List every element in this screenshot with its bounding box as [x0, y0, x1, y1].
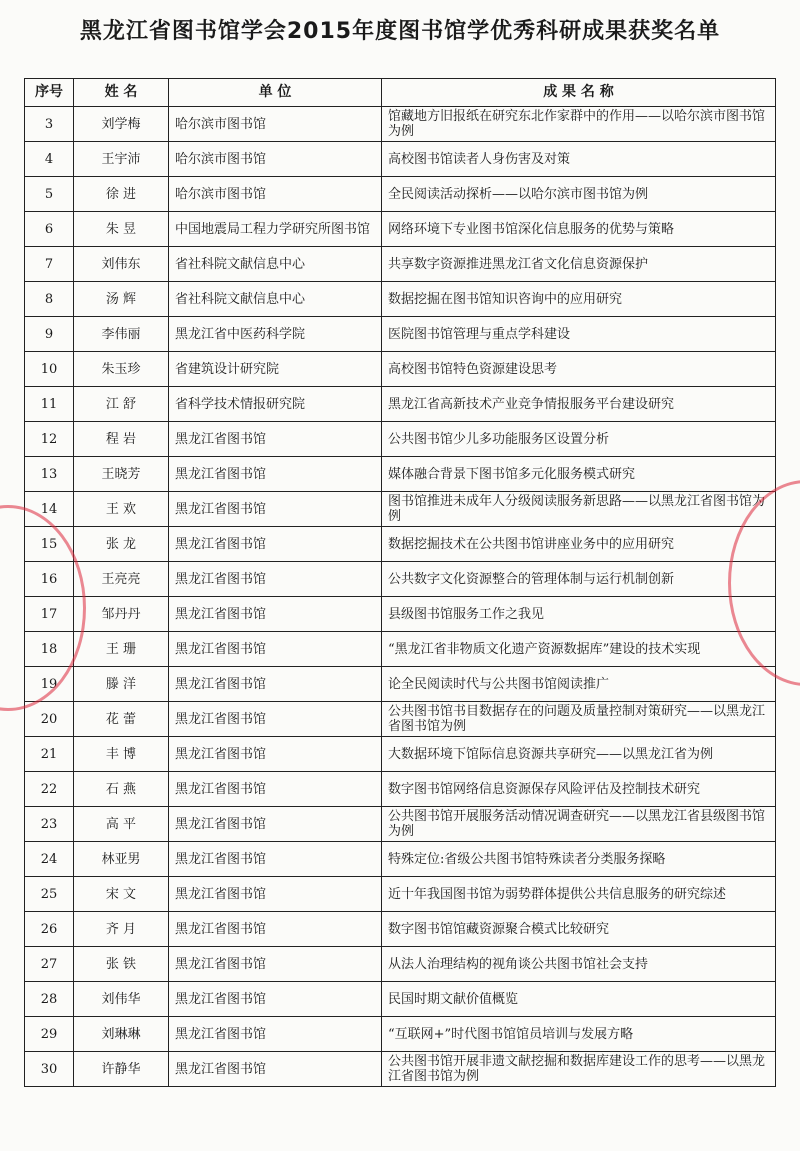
- cell-unit: 黑龙江省图书馆: [169, 492, 382, 527]
- table-row: [25, 667, 776, 702]
- cell-result: 论全民阅读时代与公共图书馆阅读推广: [382, 667, 776, 702]
- cell-name: 高 平: [74, 807, 169, 842]
- cell-unit: 黑龙江省图书馆: [169, 527, 382, 562]
- cell-number: 19: [25, 667, 74, 702]
- cell-number: 10: [25, 352, 74, 387]
- table-row: [25, 947, 776, 982]
- cell-result: 公共图书馆书目数据存在的问题及质量控制对策研究——以黑龙江省图书馆为例: [382, 702, 776, 737]
- cell-result: 网络环境下专业图书馆深化信息服务的优势与策略: [382, 212, 776, 247]
- cell-number: 24: [25, 842, 74, 877]
- table-row: [25, 387, 776, 422]
- cell-unit: 黑龙江省图书馆: [169, 702, 382, 737]
- header-name: 姓 名: [74, 79, 169, 107]
- cell-result: 公共图书馆开展服务活动情况调查研究——以黑龙江省县级图书馆为例: [382, 807, 776, 842]
- cell-unit: 黑龙江省图书馆: [169, 667, 382, 702]
- table-row: [25, 912, 776, 947]
- cell-name: 刘伟华: [74, 982, 169, 1017]
- award-table: [24, 78, 776, 1087]
- cell-number: 26: [25, 912, 74, 947]
- cell-number: 23: [25, 807, 74, 842]
- cell-name: 齐 月: [74, 912, 169, 947]
- cell-number: 4: [25, 142, 74, 177]
- cell-name: 朱 昱: [74, 212, 169, 247]
- cell-unit: 省建筑设计研究院: [169, 352, 382, 387]
- cell-number: 25: [25, 877, 74, 912]
- cell-number: 27: [25, 947, 74, 982]
- table-row: [25, 702, 776, 737]
- cell-unit: 省社科院文献信息中心: [169, 247, 382, 282]
- cell-name: 张 龙: [74, 527, 169, 562]
- cell-result: 全民阅读活动探析——以哈尔滨市图书馆为例: [382, 177, 776, 212]
- cell-number: 14: [25, 492, 74, 527]
- table-row: [25, 527, 776, 562]
- header-unit: 单 位: [169, 79, 382, 107]
- cell-unit: 省科学技术情报研究院: [169, 387, 382, 422]
- cell-name: 宋 文: [74, 877, 169, 912]
- header-result: 成 果 名 称: [382, 79, 776, 107]
- cell-name: 邹丹丹: [74, 597, 169, 632]
- cell-unit: 黑龙江省图书馆: [169, 562, 382, 597]
- cell-number: 17: [25, 597, 74, 632]
- table-row: [25, 1017, 776, 1052]
- cell-unit: 省社科院文献信息中心: [169, 282, 382, 317]
- cell-number: 29: [25, 1017, 74, 1052]
- cell-unit: 黑龙江省图书馆: [169, 597, 382, 632]
- cell-name: 李伟丽: [74, 317, 169, 352]
- table-row: [25, 737, 776, 772]
- cell-unit: 黑龙江省图书馆: [169, 807, 382, 842]
- cell-unit: 黑龙江省图书馆: [169, 1017, 382, 1052]
- cell-number: 21: [25, 737, 74, 772]
- cell-number: 16: [25, 562, 74, 597]
- cell-number: 5: [25, 177, 74, 212]
- table-row: [25, 597, 776, 632]
- cell-unit: 黑龙江省图书馆: [169, 947, 382, 982]
- cell-result: 数据挖掘技术在公共图书馆讲座业务中的应用研究: [382, 527, 776, 562]
- cell-name: 江 舒: [74, 387, 169, 422]
- cell-unit: 黑龙江省图书馆: [169, 772, 382, 807]
- cell-result: 数字图书馆网络信息资源保存风险评估及控制技术研究: [382, 772, 776, 807]
- cell-name: 滕 洋: [74, 667, 169, 702]
- cell-result: 大数据环境下馆际信息资源共享研究——以黑龙江省为例: [382, 737, 776, 772]
- cell-result: 公共数字文化资源整合的管理体制与运行机制创新: [382, 562, 776, 597]
- cell-result: 近十年我国图书馆为弱势群体提供公共信息服务的研究综述: [382, 877, 776, 912]
- cell-result: 县级图书馆服务工作之我见: [382, 597, 776, 632]
- table-row: [25, 107, 776, 142]
- table-row: [25, 142, 776, 177]
- cell-number: 6: [25, 212, 74, 247]
- table-row: [25, 492, 776, 527]
- table-row: [25, 1052, 776, 1087]
- table-row: [25, 982, 776, 1017]
- cell-number: 18: [25, 632, 74, 667]
- cell-unit: 黑龙江省图书馆: [169, 457, 382, 492]
- cell-result: 黑龙江省高新技术产业竞争情报服务平台建设研究: [382, 387, 776, 422]
- cell-result: 图书馆推进未成年人分级阅读服务新思路——以黑龙江省图书馆为例: [382, 492, 776, 527]
- cell-name: 程 岩: [74, 422, 169, 457]
- cell-unit: 黑龙江省图书馆: [169, 912, 382, 947]
- cell-unit: 黑龙江省图书馆: [169, 877, 382, 912]
- cell-name: 丰 博: [74, 737, 169, 772]
- cell-number: 7: [25, 247, 74, 282]
- cell-result: 民国时期文献价值概览: [382, 982, 776, 1017]
- cell-result: 医院图书馆管理与重点学科建设: [382, 317, 776, 352]
- cell-unit: 黑龙江省图书馆: [169, 842, 382, 877]
- table-row: [25, 422, 776, 457]
- table-row: [25, 352, 776, 387]
- cell-result: 公共图书馆少儿多功能服务区设置分析: [382, 422, 776, 457]
- cell-number: 15: [25, 527, 74, 562]
- cell-name: 汤 辉: [74, 282, 169, 317]
- table-row: [25, 842, 776, 877]
- table-row: [25, 457, 776, 492]
- table-row: [25, 562, 776, 597]
- cell-unit: 黑龙江省图书馆: [169, 1052, 382, 1087]
- cell-name: 朱玉珍: [74, 352, 169, 387]
- cell-result: 共享数字资源推进黑龙江省文化信息资源保护: [382, 247, 776, 282]
- cell-result: “互联网+”时代图书馆馆员培训与发展方略: [382, 1017, 776, 1052]
- cell-name: 王 欢: [74, 492, 169, 527]
- cell-result: 数字图书馆馆藏资源聚合模式比较研究: [382, 912, 776, 947]
- cell-result: 从法人治理结构的视角谈公共图书馆社会支持: [382, 947, 776, 982]
- table-row: [25, 247, 776, 282]
- cell-name: 刘伟东: [74, 247, 169, 282]
- cell-number: 30: [25, 1052, 74, 1087]
- cell-name: 林亚男: [74, 842, 169, 877]
- cell-unit: 中国地震局工程力学研究所图书馆: [169, 212, 382, 247]
- cell-result: 高校图书馆读者人身伤害及对策: [382, 142, 776, 177]
- cell-unit: 黑龙江省图书馆: [169, 632, 382, 667]
- cell-result: 馆藏地方旧报纸在研究东北作家群中的作用——以哈尔滨市图书馆为例: [382, 107, 776, 142]
- cell-name: 王晓芳: [74, 457, 169, 492]
- cell-name: 王 珊: [74, 632, 169, 667]
- cell-unit: 黑龙江省图书馆: [169, 737, 382, 772]
- cell-number: 9: [25, 317, 74, 352]
- cell-result: 媒体融合背景下图书馆多元化服务模式研究: [382, 457, 776, 492]
- table-row: [25, 877, 776, 912]
- cell-result: “黑龙江省非物质文化遗产资源数据库”建设的技术实现: [382, 632, 776, 667]
- cell-unit: 哈尔滨市图书馆: [169, 107, 382, 142]
- table-row: [25, 807, 776, 842]
- cell-number: 28: [25, 982, 74, 1017]
- header-number: 序号: [25, 79, 74, 107]
- cell-number: 13: [25, 457, 74, 492]
- table-row: [25, 317, 776, 352]
- cell-result: 数据挖掘在图书馆知识咨询中的应用研究: [382, 282, 776, 317]
- cell-number: 12: [25, 422, 74, 457]
- cell-unit: 黑龙江省图书馆: [169, 422, 382, 457]
- cell-name: 许静华: [74, 1052, 169, 1087]
- cell-unit: 哈尔滨市图书馆: [169, 177, 382, 212]
- table-row: [25, 632, 776, 667]
- cell-name: 花 蕾: [74, 702, 169, 737]
- cell-number: 11: [25, 387, 74, 422]
- cell-name: 王亮亮: [74, 562, 169, 597]
- cell-number: 20: [25, 702, 74, 737]
- cell-result: 特殊定位:省级公共图书馆特殊读者分类服务探略: [382, 842, 776, 877]
- cell-number: 22: [25, 772, 74, 807]
- cell-unit: 黑龙江省中医药科学院: [169, 317, 382, 352]
- cell-name: 王宇沛: [74, 142, 169, 177]
- cell-name: 刘学梅: [74, 107, 169, 142]
- cell-name: 徐 进: [74, 177, 169, 212]
- table-row: [25, 212, 776, 247]
- cell-name: 刘琳琳: [74, 1017, 169, 1052]
- cell-name: 石 燕: [74, 772, 169, 807]
- table-row: [25, 177, 776, 212]
- page-title: 黑龙江省图书馆学会2015年度图书馆学优秀科研成果获奖名单: [79, 19, 721, 44]
- table-row: [25, 772, 776, 807]
- table-row: [25, 282, 776, 317]
- table-header-row: [25, 79, 776, 107]
- cell-name: 张 铁: [74, 947, 169, 982]
- cell-number: 3: [25, 107, 74, 142]
- cell-unit: 黑龙江省图书馆: [169, 982, 382, 1017]
- cell-result: 公共图书馆开展非遗文献挖掘和数据库建设工作的思考——以黑龙江省图书馆为例: [382, 1052, 776, 1087]
- cell-result: 高校图书馆特色资源建设思考: [382, 352, 776, 387]
- cell-number: 8: [25, 282, 74, 317]
- cell-unit: 哈尔滨市图书馆: [169, 142, 382, 177]
